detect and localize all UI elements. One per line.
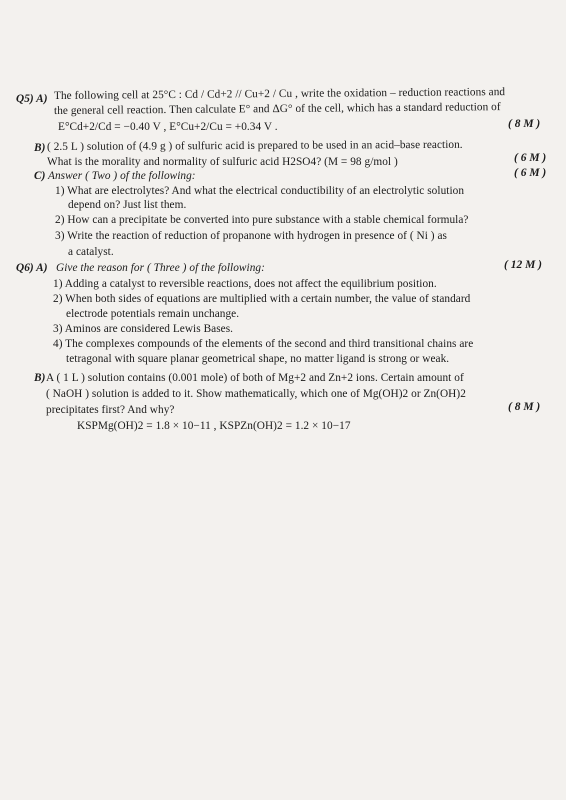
q5c-marks: ( 6 M )	[514, 167, 547, 179]
q5b-marks: ( 6 M )	[514, 152, 547, 164]
q5c-item-3: 3) Write the reaction of reduction of propanone with hydrogen in presence of ( Ni ) as	[55, 230, 447, 242]
q6a-item-2: 2) When both sides of equations are multiplied with a certain number, the value of standard	[53, 293, 471, 305]
q6a-item-3: 3) Aminos are considered Lewis Bases.	[53, 323, 234, 335]
q6a-item-4: 4) The complexes compounds of the elements of the second and third transitional chains are	[53, 338, 474, 350]
q5b-line-1: ( 2.5 L ) solution of (4.9 g ) of sulfuric acid is prepared to be used in an acid–base reaction.	[46, 138, 463, 153]
q5b-line-2: What is the morality and normality of sulfuric acid H2SO4? (M = 98 g/mol )	[47, 156, 398, 168]
q5a-line-3: E°Cd+2/Cd = −0.40 V , E°Cu+2/Cu = +0.34 V .	[58, 121, 278, 133]
q5-label: Q5) A)	[16, 93, 48, 105]
q5c-item-1: 1) What are electrolytes? And what the electrical conductibility of an electrolytic solution	[55, 185, 465, 197]
q5c-item-3-cont: a catalyst.	[68, 246, 114, 258]
q6b-line-2: ( NaOH ) solution is added to it. Show mathematically, which one of Mg(OH)2 or Zn(OH)2	[46, 388, 466, 400]
q6b-label: B)	[34, 372, 46, 384]
q6b-line-1: A ( 1 L ) solution contains (0.001 mole) of both of Mg+2 and Zn+2 ions. Certain amount of	[46, 372, 464, 384]
q6a-title: Give the reason for ( Three ) of the following:	[56, 262, 265, 274]
q6a-item-1: 1) Adding a catalyst to reversible reactions, does not affect the equilibrium position.	[53, 278, 437, 290]
q5a-line-2: the general cell reaction. Then calculate E° and ΔG° of the cell, which has a standard reduction of	[53, 101, 501, 117]
q6a-marks: ( 12 M )	[504, 259, 543, 271]
q5c-item-1-cont: depend on? Just list them.	[68, 199, 187, 211]
q5a-marks: ( 8 M )	[508, 118, 541, 130]
q5c-item-2: 2) How can a precipitate be converted into pure substance with a stable chemical formula?	[55, 214, 469, 226]
q6a-item-2-cont: electrode potentials remain unchange.	[66, 308, 240, 320]
q6-label: Q6) A)	[16, 262, 48, 274]
q5b-label: B)	[34, 142, 46, 154]
q5c-label: C)	[34, 170, 46, 182]
q6a-item-4-cont: tetragonal with square planar geometrical shape, no matter ligand is strong or weak.	[66, 353, 450, 365]
q6b-marks: ( 8 M )	[508, 401, 541, 413]
q5a-line-1: The following cell at 25°C : Cd / Cd+2 // Cu+2 / Cu , write the oxidation – reduction reactions and	[53, 86, 506, 102]
q6b-line-3: precipitates first? And why?	[46, 404, 175, 416]
q5c-title: Answer ( Two ) of the following:	[48, 170, 196, 182]
ksp-values: KSPMg(OH)2 = 1.8 × 10−11 , KSPZn(OH)2 = 1.2 × 10−17	[77, 420, 351, 432]
